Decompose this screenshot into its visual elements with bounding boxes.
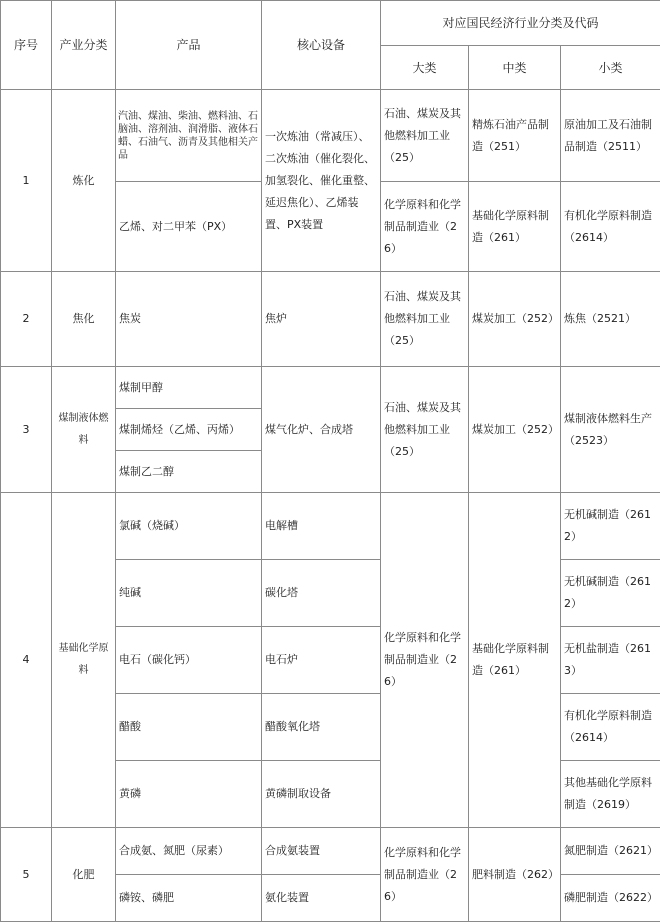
header-row-1 [1,1,660,46]
category-cell: 焦化 [52,272,116,367]
header-minor: 小类 [561,46,660,90]
equipment-cell: 电解槽 [262,493,381,560]
major-cell: 石油、煤炭及其他燃料加工业（25） [381,272,469,367]
equipment-cell: 氨化装置 [262,875,381,922]
major-cell: 石油、煤炭及其他燃料加工业（25） [381,367,469,493]
product-cell: 焦炭 [116,272,262,367]
header-seq: 序号 [1,1,52,90]
major-cell: 化学原料和化学制品制造业（26） [381,182,469,272]
category-cell: 煤制液体燃料 [52,367,116,493]
minor-cell: 煤制液体燃料生产（2523） [561,367,660,493]
seq-cell: 2 [1,272,52,367]
minor-cell: 有机化学原料制造（2614） [561,182,660,272]
equipment-cell: 煤气化炉、合成塔 [262,367,381,493]
product-cell: 磷铵、磷肥 [116,875,262,922]
product-cell: 氯碱（烧碱） [116,493,262,560]
table-row [1,367,660,409]
equipment-cell: 醋酸氧化塔 [262,694,381,761]
category-cell: 基础化学原料 [52,493,116,828]
major-cell: 化学原料和化学制品制造业（26） [381,828,469,922]
header-major: 大类 [381,46,469,90]
minor-cell: 有机化学原料制造（2614） [561,694,660,761]
equipment-cell: 碳化塔 [262,560,381,627]
header-classification: 对应国民经济行业分类及代码 [381,1,660,46]
product-cell: 纯碱 [116,560,262,627]
equipment-cell: 电石炉 [262,627,381,694]
product-cell: 醋酸 [116,694,262,761]
middle-cell: 精炼石油产品制造（251） [469,90,561,182]
equipment-cell: 合成氨装置 [262,828,381,875]
table-row [1,272,660,367]
product-cell: 汽油、煤油、柴油、燃料油、石脑油、溶剂油、润滑脂、液体石蜡、石油气、沥青及其他相关产品 [116,90,262,182]
middle-cell: 煤炭加工（252） [469,367,561,493]
middle-cell: 煤炭加工（252） [469,272,561,367]
minor-cell: 无机碱制造（2612） [561,493,660,560]
minor-cell: 其他基础化学原料制造（2619） [561,761,660,828]
major-cell: 石油、煤炭及其他燃料加工业（25） [381,90,469,182]
middle-cell: 基础化学原料制造（261） [469,493,561,828]
minor-cell: 原油加工及石油制品制造（2511） [561,90,660,182]
product-cell: 乙烯、对二甲苯（PX） [116,182,262,272]
seq-cell: 4 [1,493,52,828]
minor-cell: 无机盐制造（2613） [561,627,660,694]
seq-cell: 3 [1,367,52,493]
header-middle: 中类 [469,46,561,90]
product-cell: 煤制烯烃（乙烯、丙烯） [116,409,262,451]
table-row [1,493,660,560]
header-category: 产业分类 [52,1,116,90]
header-equipment: 核心设备 [262,1,381,90]
product-cell: 煤制乙二醇 [116,451,262,493]
product-cell: 煤制甲醇 [116,367,262,409]
minor-cell: 炼焦（2521） [561,272,660,367]
seq-cell: 5 [1,828,52,922]
product-cell: 黄磷 [116,761,262,828]
table-row [1,90,660,182]
category-cell: 炼化 [52,90,116,272]
seq-cell: 1 [1,90,52,272]
header-product: 产品 [116,1,262,90]
equipment-cell: 焦炉 [262,272,381,367]
table-row [1,828,660,875]
product-cell: 电石（碳化钙） [116,627,262,694]
middle-cell: 基础化学原料制造（261） [469,182,561,272]
major-cell: 化学原料和化学制品制造业（26） [381,493,469,828]
equipment-cell: 一次炼油（常减压）、二次炼油（催化裂化、加氢裂化、催化重整、延迟焦化）、乙烯装置、PX装置 [262,90,381,272]
equipment-cell: 黄磷制取设备 [262,761,381,828]
minor-cell: 磷肥制造（2622） [561,875,660,922]
middle-cell: 肥料制造（262） [469,828,561,922]
product-cell: 合成氨、氮肥（尿素） [116,828,262,875]
minor-cell: 氮肥制造（2621） [561,828,660,875]
minor-cell: 无机碱制造（2612） [561,560,660,627]
category-cell: 化肥 [52,828,116,922]
